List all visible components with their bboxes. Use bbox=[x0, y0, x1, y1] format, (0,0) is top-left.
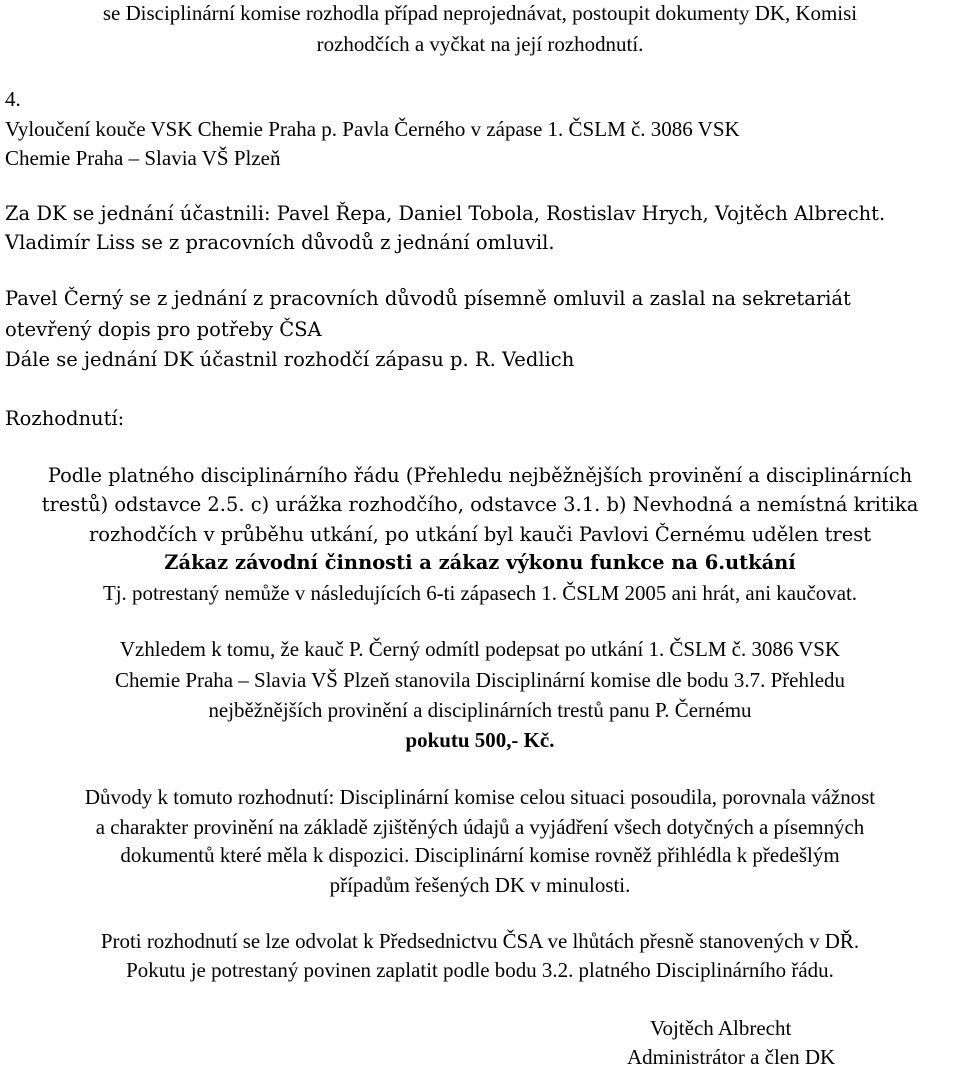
decision-line-2: trestů) odstavce 2.5. c) urážka rozhodčího, odstavce 3.1. b) Nevhodná a nemístná kritika bbox=[41, 493, 919, 516]
attendance-line-2: Vladimír Liss se z pracovních důvodů z jednání omluvil. bbox=[5, 231, 555, 254]
item-title-line-2: Chemie Praha – Slavia VŠ Plzeň bbox=[5, 146, 281, 170]
fine-line-1: Vzhledem k tomu, že kauč P. Černý odmítl podepsat po utkání 1. ČSLM č. 3086 VSK bbox=[119, 637, 841, 661]
fine-line-2: Chemie Praha – Slavia VŠ Plzeň stanovila Disciplinární komise dle bodu 3.7. Přehledu bbox=[115, 668, 845, 692]
attendance-line-1: Za DK se jednání účastnili: Pavel Řepa, Daniel Tobola, Rostislav Hrych, Vojtěch Albrecht. bbox=[5, 202, 886, 225]
item-number: 4. bbox=[5, 87, 21, 111]
fine-amount: pokutu 500,- Kč. bbox=[405, 728, 555, 752]
note-line-3: Dále se jednání DK účastnil rozhodčí zápasu p. R. Vedlich bbox=[5, 348, 575, 371]
appeal-line-1: Proti rozhodnutí se lze odvolat k Předsednictvu ČSA ve lhůtách přesně stanovených v DŘ. bbox=[100, 929, 860, 953]
signature-name: Vojtěch Albrecht bbox=[650, 1016, 792, 1040]
signature-role: Administrátor a člen DK bbox=[627, 1045, 836, 1069]
reasons-line-1: Důvody k tomuto rozhodnutí: Disciplinární komise celou situaci posoudila, porovnala vážnost bbox=[84, 785, 876, 809]
appeal-line-2: Pokutu je potrestaný povinen zaplatit podle bodu 3.2. platného Disciplinárního řádu. bbox=[126, 958, 834, 982]
consequence-text: Tj. potrestaný nemůže v následujících 6-ti zápasech 1. ČSLM 2005 ani hrát, ani kaučovat. bbox=[102, 581, 858, 605]
decision-heading: Rozhodnutí: bbox=[5, 407, 125, 430]
decision-line-3: rozhodčích v průběhu utkání, po utkání byl kauči Pavlovi Černému udělen trest bbox=[88, 523, 872, 546]
reasons-line-3: dokumentů které měla k dispozici. Disciplinární komise rovněž přihlédla k předešlým bbox=[120, 843, 840, 867]
item-title-line-1: Vyloučení kouče VSK Chemie Praha p. Pavla Černého v zápase 1. ČSLM č. 3086 VSK bbox=[5, 117, 740, 141]
reasons-line-2: a charakter provinění na základě zjištěných údajů a vyjádření všech dotyčných a písemných bbox=[95, 815, 865, 839]
note-line-2: otevřený dopis pro potřeby ČSA bbox=[5, 318, 322, 341]
fine-line-3: nejběžnějších provinění a disciplinárních trestů panu P. Černému bbox=[208, 698, 752, 722]
reasons-line-4: případům řešených DK v minulosti. bbox=[329, 873, 631, 897]
intro-line-1: se Disciplinární komise rozhodla případ neprojednávat, postoupit dokumenty DK, Komisi bbox=[102, 1, 858, 25]
intro-line-2: rozhodčích a vyčkat na její rozhodnutí. bbox=[316, 32, 644, 56]
penalty-text: Zákaz závodní činnosti a zákaz výkonu funkce na 6.utkání bbox=[164, 551, 796, 574]
decision-line-1: Podle platného disciplinárního řádu (Přehledu nejběžnějších provinění a disciplinárních bbox=[47, 464, 913, 487]
note-line-1: Pavel Černý se z jednání z pracovních důvodů písemně omluvil a zaslal na sekretariát bbox=[5, 287, 851, 310]
